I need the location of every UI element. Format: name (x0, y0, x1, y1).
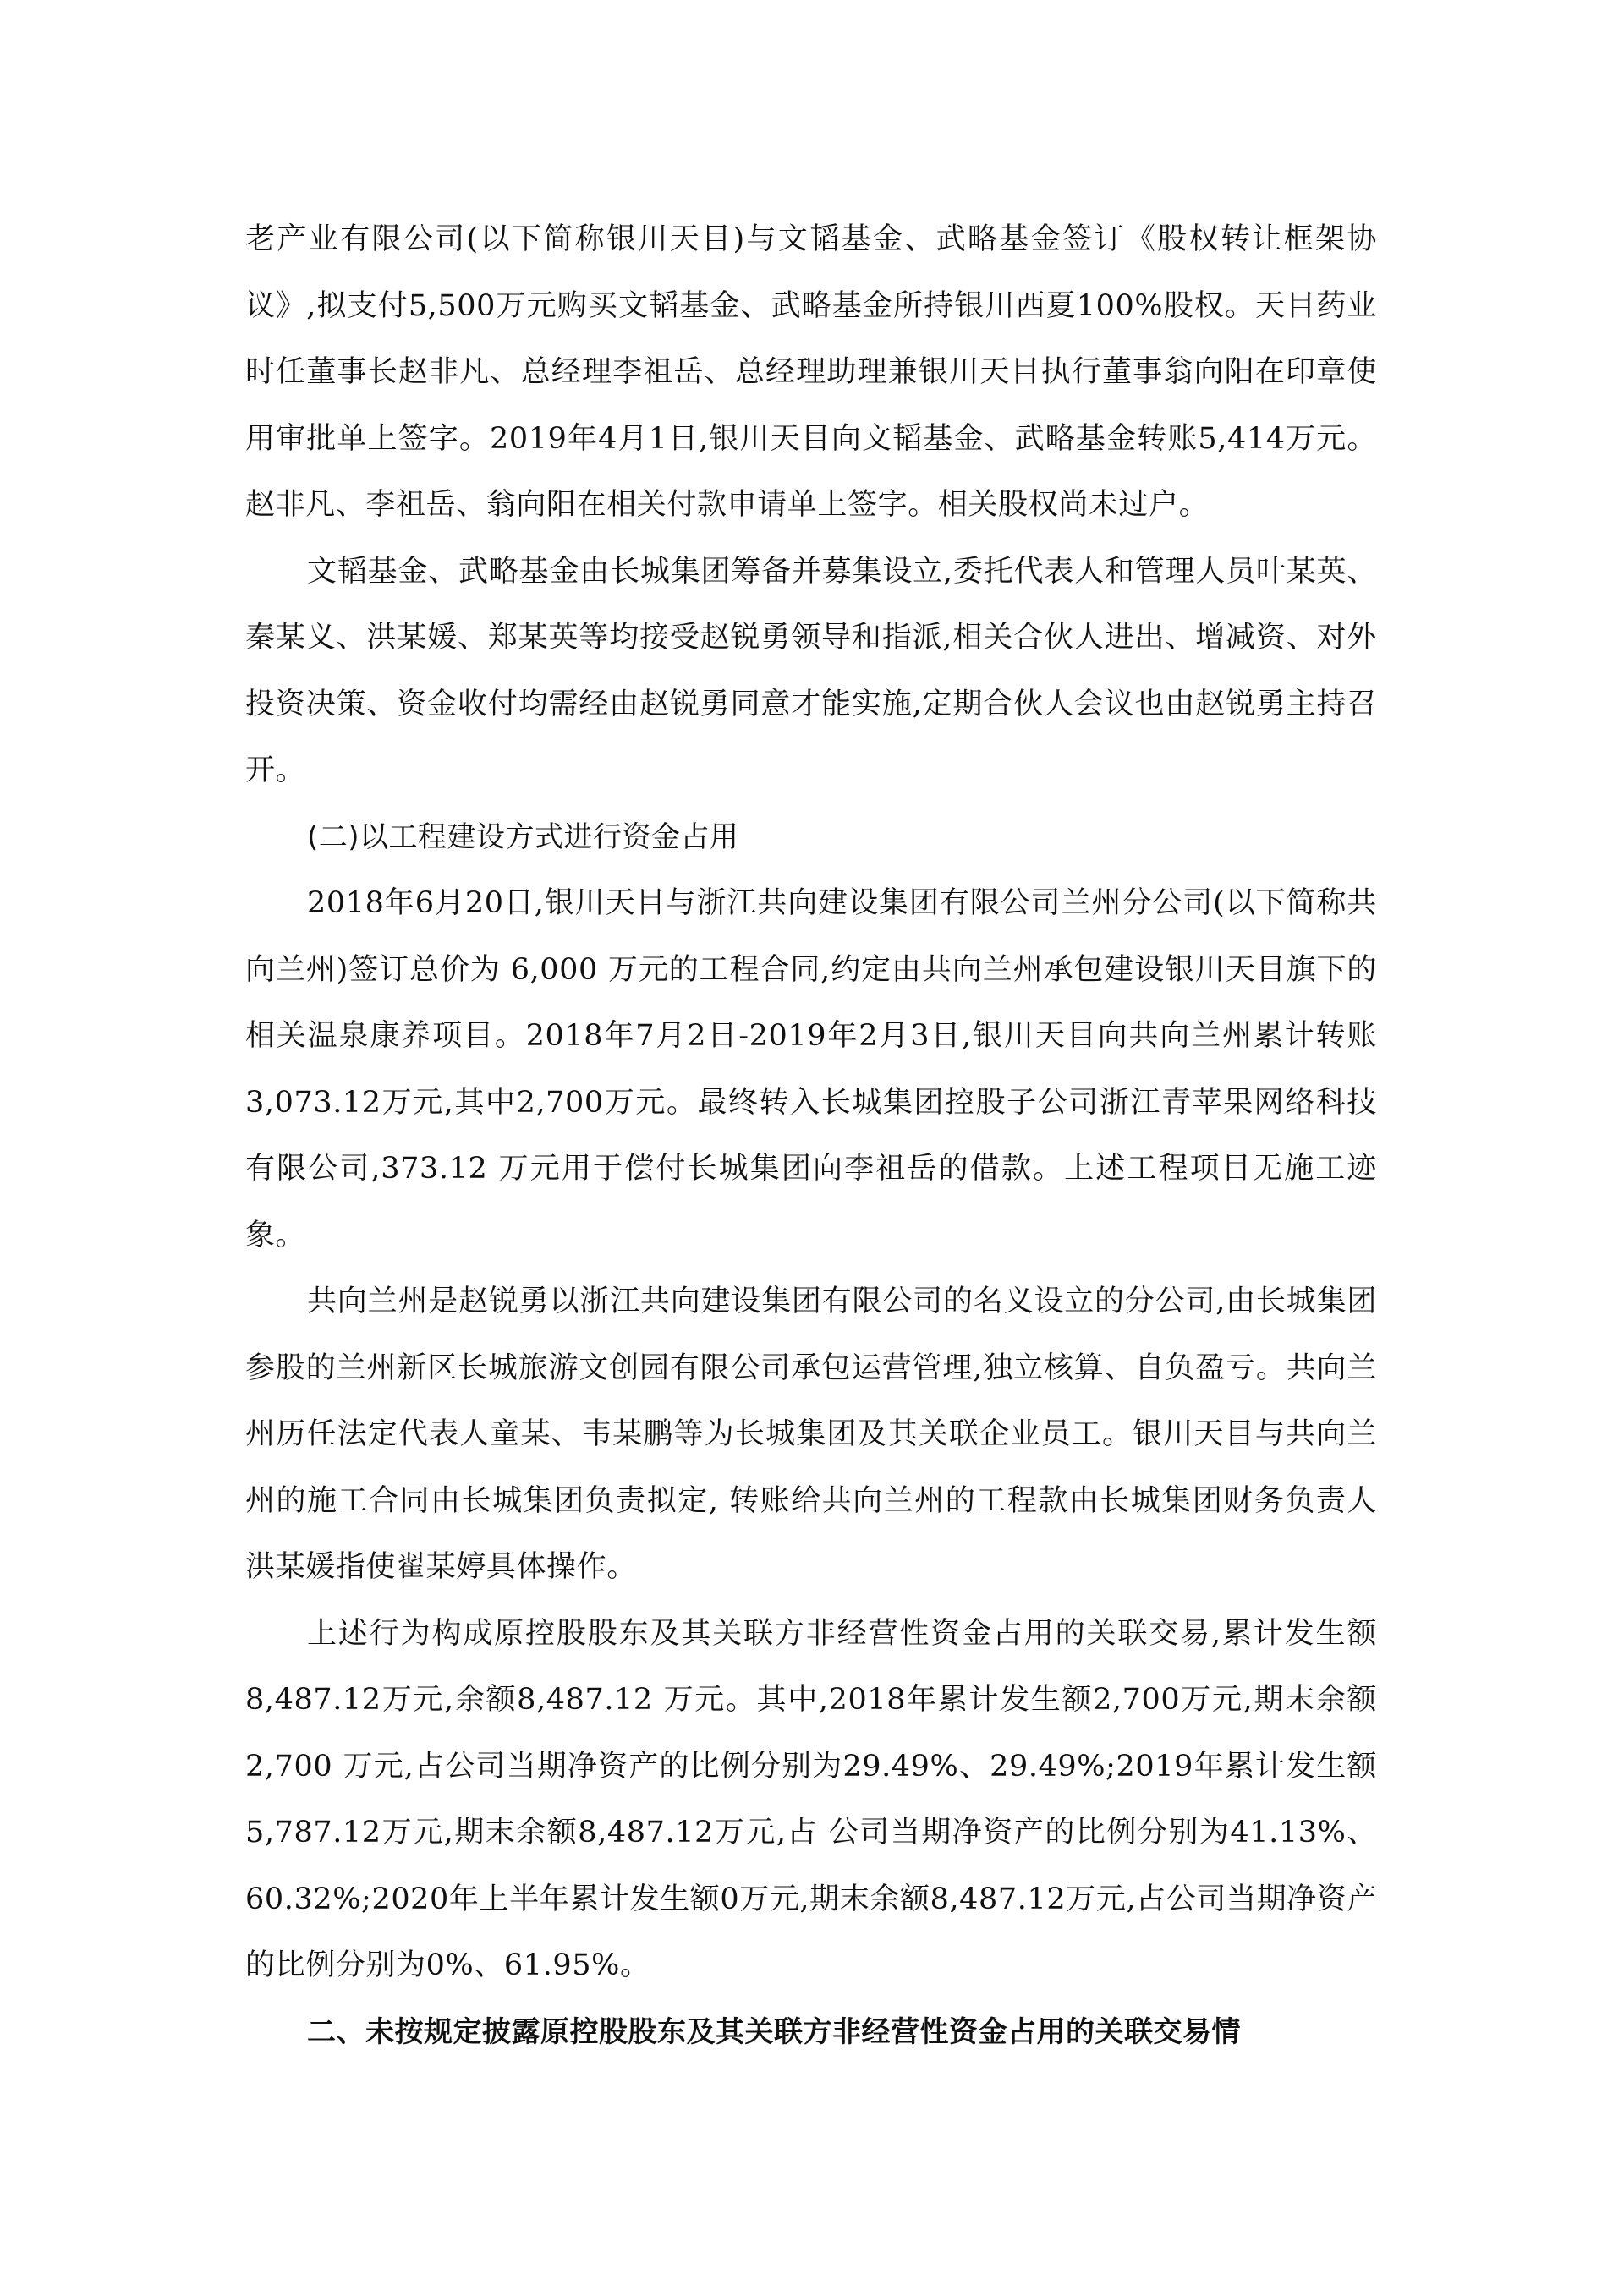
paragraph-fund-control: 文韬基金、武略基金由长城集团筹备并募集设立,委托代表人和管理人员叶某英、秦某义、洪某媛、郑某英等均接受赵锐勇领导和指派,相关合伙人进出、增减资、对外投资决策、资金收付均需经由赵锐勇同意才能实施,定期合伙人会议也由赵锐勇主持召开。 (245, 554, 1377, 787)
section-heading-undisclosed-transactions: 二、未按规定披露原控股股东及其关联方非经营性资金占用的关联交易情 (307, 2014, 1241, 2049)
paragraph-branch-company: 共向兰州是赵锐勇以浙江共向建设集团有限公司的名义设立的分公司,由长城集团参股的兰州新区长城旅游文创园有限公司承包运营管理,独立核算、自负盈亏。共向兰州历任法定代表人童某、韦某鹏等为长城集团及其关联企业员工。银川天目与共向兰州的施工合同由长城集团负责拟定, 转账给共向兰州的工程款由长城集团财务负责人洪某媛指使翟某婷具体操作。 (245, 1285, 1377, 1584)
document-page (245, 206, 1377, 2065)
subheading-construction-occupation: (二)以工程建设方式进行资金占用 (307, 819, 739, 854)
paragraph-construction-contract: 2018年6月20日,银川天目与浙江共向建设集团有限公司兰州分公司(以下简称共向兰州)签订总价为 6,000 万元的工程合同,约定由共向兰州承包建设银川天目旗下的相关温泉康养项目。2018年7月2日-2019年2月3日,银川天目向共向兰州累计转账3,073.12万元,其中2,700万元。最终转入长城集团控股子公司浙江青苹果网络科技有限公司,373.12 万元用于偿付长城集团向李祖岳的借款。上述工程项目无施工迹象。 (245, 886, 1377, 1252)
paragraph-equity-transfer: 老产业有限公司(以下简称银川天目)与文韬基金、武略基金签订《股权转让框架协议》,拟支付5,500万元购买文韬基金、武略基金所持银川西夏100%股权。天目药业时任董事长赵非凡、总经理李祖岳、总经理助理兼银川天目执行董事翁向阳在印章使用审批单上签字。2019年4月1日,银川天目向文韬基金、武略基金转账5,414万元。赵非凡、李祖岳、翁向阳在相关付款申请单上签字。相关股权尚未过户。 (245, 222, 1377, 522)
paragraph-related-transaction-summary: 上述行为构成原控股股东及其关联方非经营性资金占用的关联交易,累计发生额8,487.12万元,余额8,487.12 万元。其中,2018年累计发生额2,700万元,期末余额 2,700 万元,占公司当期净资产的比例分别为29.49%、29.49%;2019年累计发生额5,787.12万元,期末余额8,487.12万元,占 公司当期净资产的比例分别为41.13%、60.32%;2020年上半年累计发生额0万元,期末余额8,487.12万元,占公司当期净资产的比例分别为0%、61.95%。 (245, 1616, 1377, 1982)
